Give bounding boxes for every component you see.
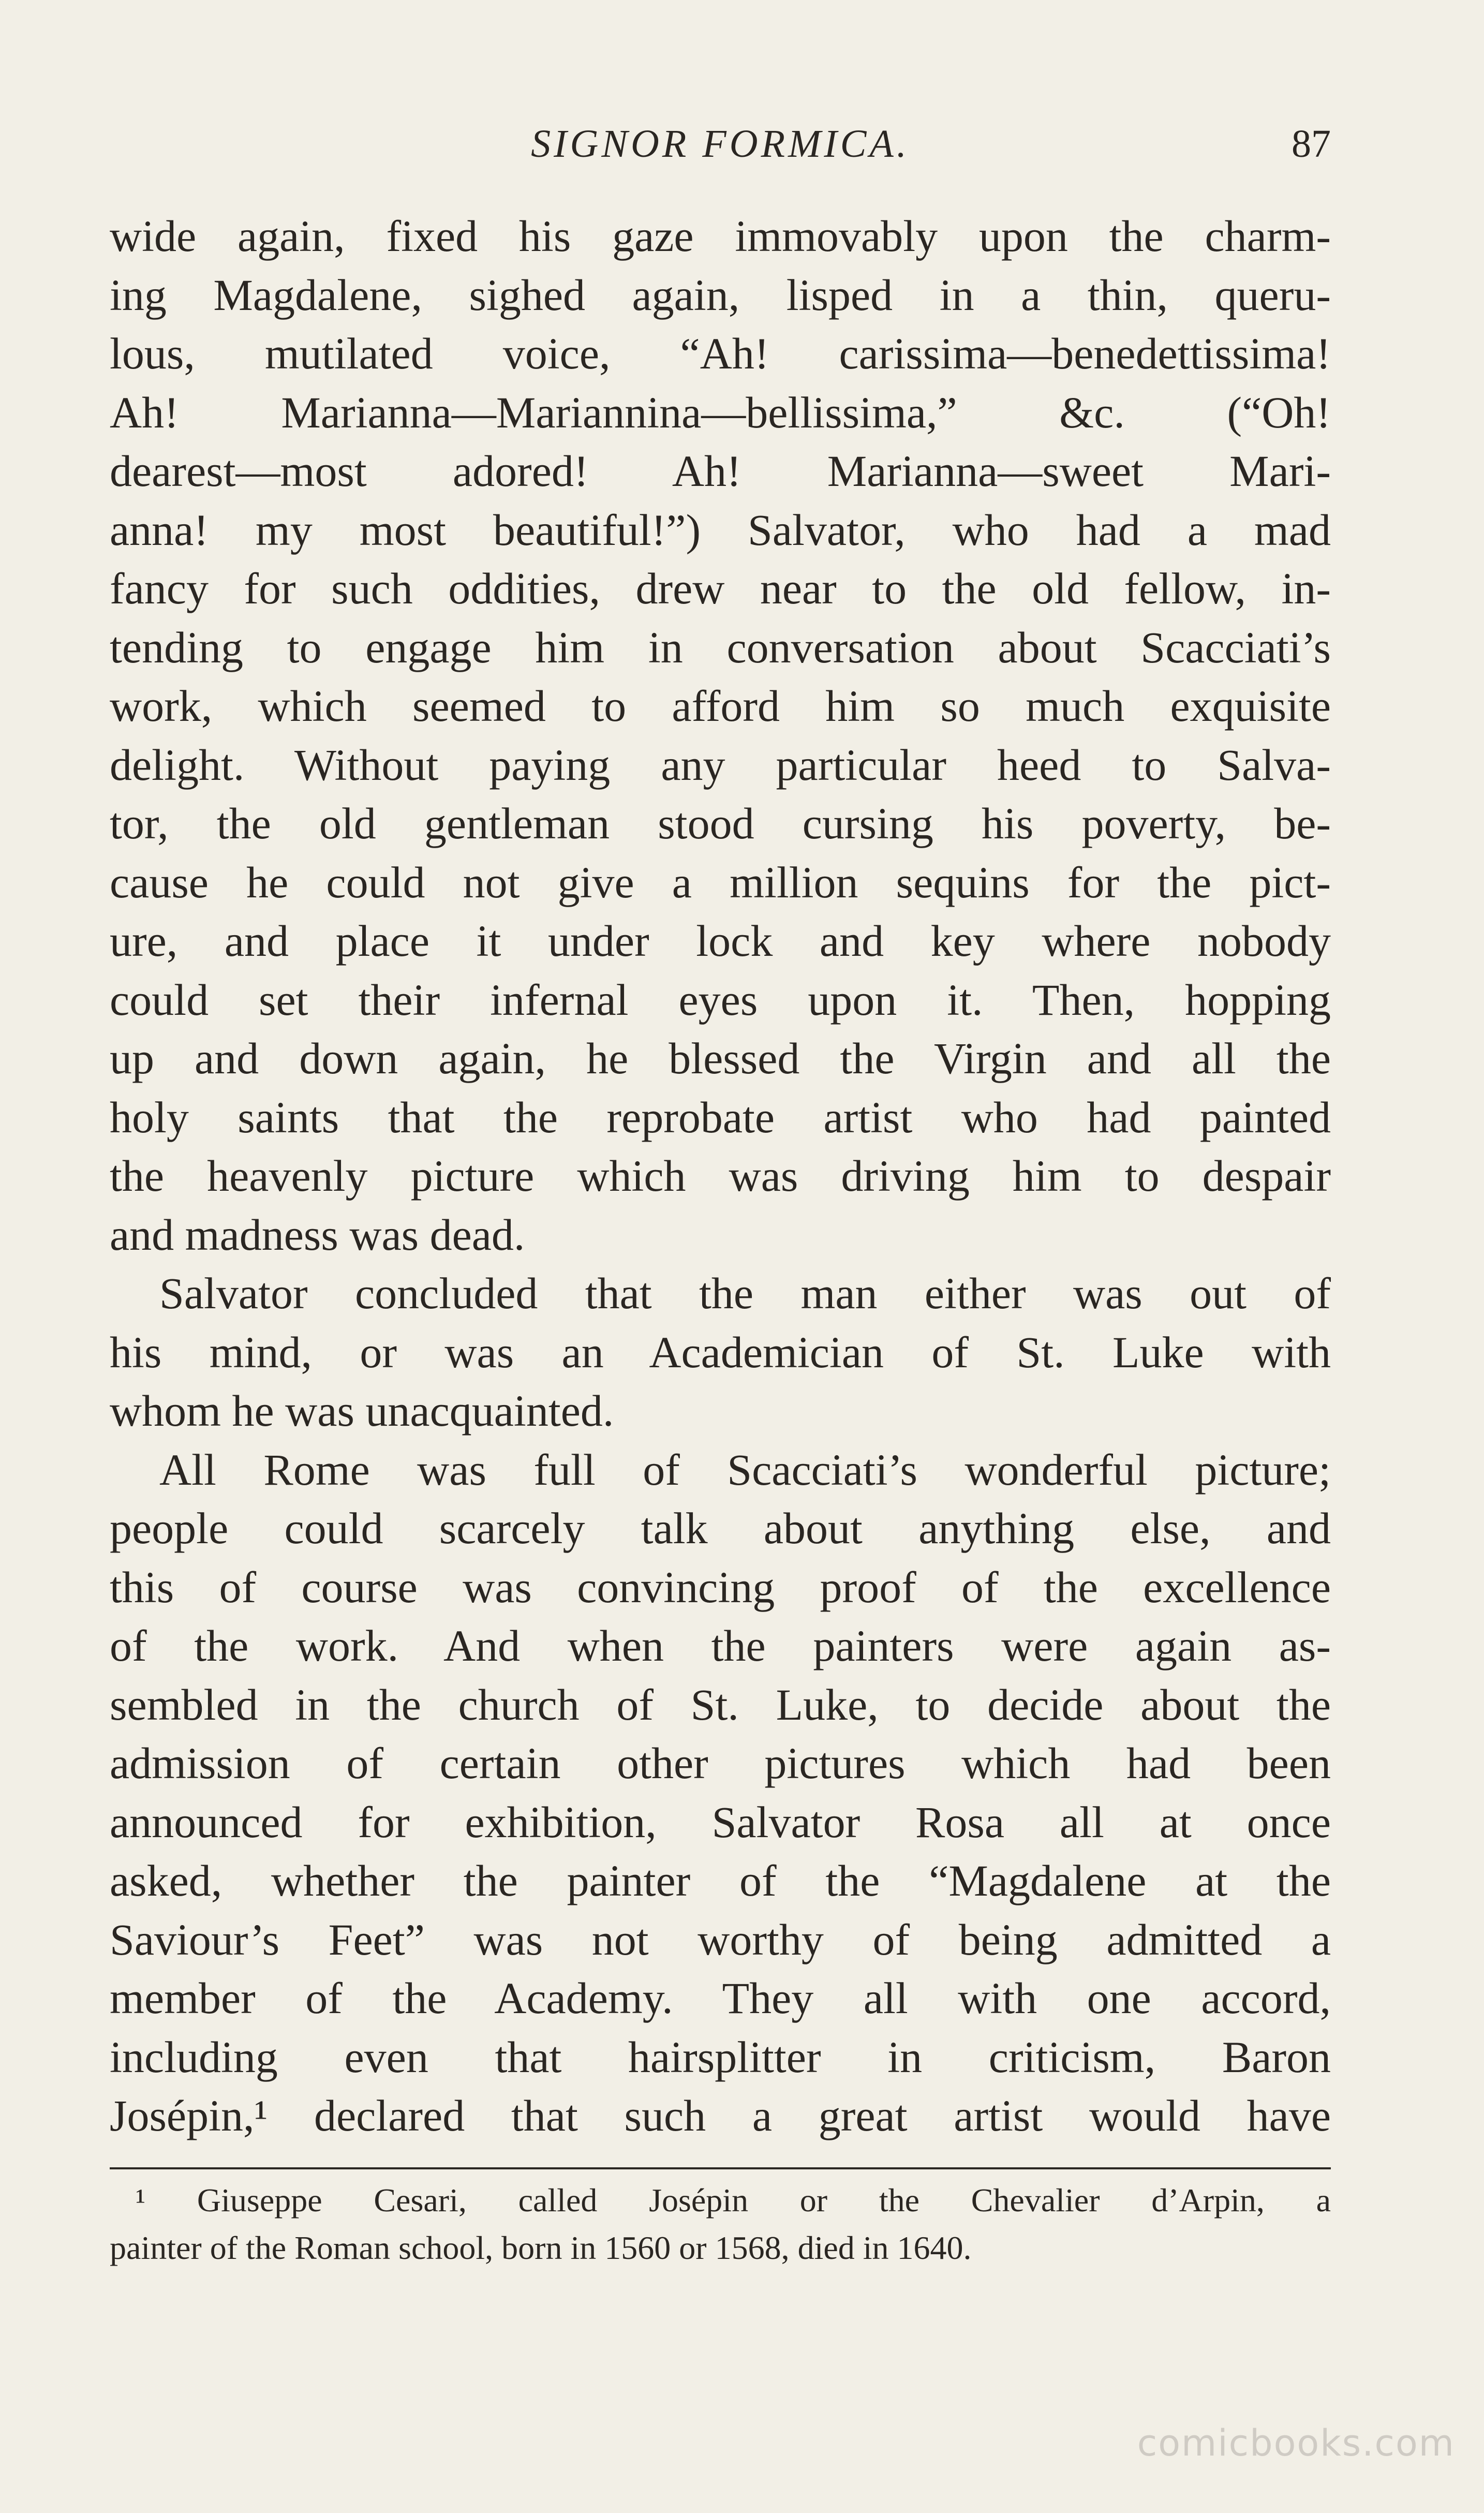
page-number: 87 [1292, 122, 1331, 166]
text-line: whom he was unacquainted. [110, 1386, 614, 1436]
text-line: Ah! Marianna—Mariannina—bellissima,” &c. (“Oh! [110, 387, 1331, 437]
text-line: ing Magdalene, sighed again, lisped in a thin, queru- [110, 270, 1331, 320]
text-line: sembled in the church of St. Luke, to decide about the [110, 1679, 1331, 1729]
text-line: Saviour’s Feet” was not worthy of being admitted a [110, 1914, 1331, 1964]
text-line: lous, mutilated voice, “Ah! carissima—benedettissima! [110, 329, 1331, 378]
watermark: comicbooks.com [1137, 2422, 1455, 2464]
text-line: work, which seemed to afford him so much exquisite [110, 681, 1331, 731]
text-line: member of the Academy. They all with one accord, [110, 1973, 1331, 2023]
text-line: up and down again, he blessed the Virgin and all the [110, 1033, 1331, 1083]
footnote [110, 2177, 1331, 2272]
footnote-line: ¹ Giuseppe Cesari, called Josépin or the Chevalier d’Arpin, a [136, 2182, 1331, 2219]
text-line: ure, and place it under lock and key where nobody [110, 916, 1331, 966]
text-line: All Rome was full of Scacciati’s wonderful picture; [159, 1444, 1331, 1495]
footnote-divider [110, 2167, 1331, 2169]
text-line: tor, the old gentleman stood cursing his poverty, be- [110, 799, 1331, 848]
text-line: anna! my most beautiful!”) Salvator, who had a mad [110, 505, 1331, 555]
text-line: wide again, fixed his gaze immovably upon the charm- [110, 211, 1331, 261]
text-line: this of course was convincing proof of the excellence [110, 1562, 1331, 1612]
text-line: dearest—most adored! Ah! Marianna—sweet Mari- [110, 446, 1331, 496]
text-line: holy saints that the reprobate artist who had painted [110, 1092, 1331, 1142]
text-line: delight. Without paying any particular heed to Salva- [110, 740, 1331, 790]
text-line: people could scarcely talk about anything else, and [110, 1503, 1331, 1553]
body-text [110, 207, 1331, 2146]
text-line: including even that hairsplitter in criticism, Baron [110, 2032, 1331, 2082]
text-line: admission of certain other pictures which had been [110, 1738, 1331, 1788]
text-line: the heavenly picture which was driving him to despair [110, 1151, 1331, 1201]
text-line: asked, whether the painter of the “Magdalene at the [110, 1856, 1331, 1905]
page-header [110, 113, 1331, 175]
text-line: and madness was dead. [110, 1209, 525, 1260]
text-line: cause he could not give a million sequins for the pict- [110, 857, 1331, 907]
text-line: tending to engage him in conversation about Scacciati’s [110, 622, 1331, 672]
running-title: SIGNOR FORMICA. [531, 122, 910, 166]
text-line: of the work. And when the painters were again as- [110, 1621, 1331, 1671]
text-line: announced for exhibition, Salvator Rosa all at once [110, 1797, 1331, 1847]
text-line: his mind, or was an Academician of St. Luke with [110, 1327, 1331, 1377]
footnote-line: painter of the Roman school, born in 1560 or 1568, died in 1640. [110, 2229, 972, 2266]
text-line: Salvator concluded that the man either was out of [159, 1268, 1331, 1318]
text-line: could set their infernal eyes upon it. Then, hopping [110, 974, 1331, 1025]
text-line: Josépin,¹ declared that such a great artist would have [110, 2091, 1331, 2140]
text-line: fancy for such oddities, drew near to the old fellow, in- [110, 564, 1331, 613]
